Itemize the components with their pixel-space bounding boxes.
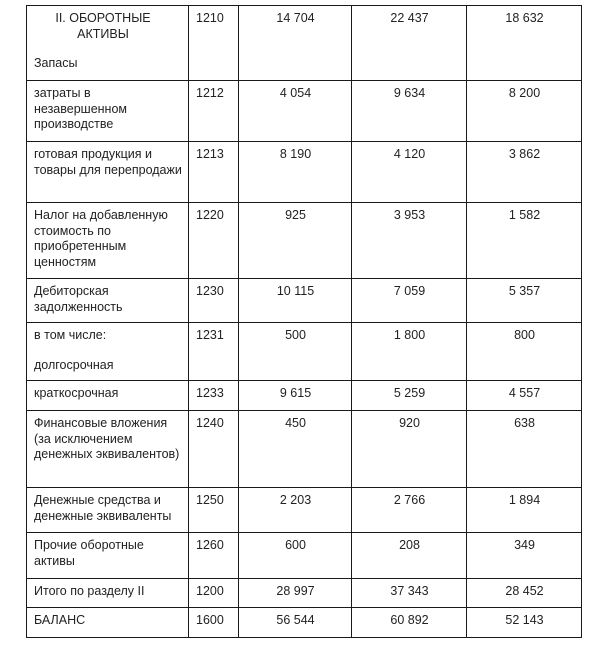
row-value-3: 3 862 bbox=[467, 142, 582, 203]
table-row bbox=[27, 279, 582, 323]
row-value-1: 450 bbox=[239, 411, 352, 488]
row-value-2: 60 892 bbox=[352, 608, 467, 638]
row-value-1: 925 bbox=[239, 203, 352, 279]
section-title: II. ОБОРОТНЫЕ АКТИВЫ bbox=[55, 11, 151, 41]
row-code: 1213 bbox=[189, 142, 239, 203]
table-row bbox=[27, 411, 582, 488]
row-code: 1210 bbox=[189, 6, 239, 81]
table-row-inventory bbox=[27, 6, 582, 81]
table-row-subtotal bbox=[27, 579, 582, 608]
row-code: 1250 bbox=[189, 488, 239, 533]
row-label: затраты в незавершенном производстве bbox=[27, 81, 189, 142]
row-value-1: 56 544 bbox=[239, 608, 352, 638]
row-code: 1231 bbox=[189, 323, 239, 381]
row-value-1: 4 054 bbox=[239, 81, 352, 142]
row-value-1: 600 bbox=[239, 533, 352, 579]
row-value-2: 3 953 bbox=[352, 203, 467, 279]
row-value-1: 28 997 bbox=[239, 579, 352, 608]
table-row bbox=[27, 323, 582, 381]
row-value-2: 4 120 bbox=[352, 142, 467, 203]
row-label: Прочие оборотные активы bbox=[27, 533, 189, 579]
row-value-3: 800 bbox=[467, 323, 582, 381]
table-row-balance bbox=[27, 608, 582, 638]
row-value-2: 208 bbox=[352, 533, 467, 579]
row-label: Финансовые вложения (за исключением денежных эквивалентов) bbox=[27, 411, 189, 488]
row-value-1: 10 115 bbox=[239, 279, 352, 323]
balance-table bbox=[26, 5, 582, 638]
row-label: Запасы bbox=[34, 56, 78, 70]
row-value-3: 1 894 bbox=[467, 488, 582, 533]
table-row bbox=[27, 533, 582, 579]
row-value-3: 638 bbox=[467, 411, 582, 488]
row-value-3: 349 bbox=[467, 533, 582, 579]
row-value-2: 22 437 bbox=[352, 6, 467, 81]
row-value-1: 9 615 bbox=[239, 381, 352, 411]
row-value-1: 500 bbox=[239, 323, 352, 381]
row-code: 1200 bbox=[189, 579, 239, 608]
including-label: в том числе: bbox=[34, 328, 107, 342]
row-code: 1220 bbox=[189, 203, 239, 279]
row-value-1: 8 190 bbox=[239, 142, 352, 203]
row-value-2: 9 634 bbox=[352, 81, 467, 142]
row-label: Дебиторская задолженность bbox=[27, 279, 189, 323]
row-code: 1260 bbox=[189, 533, 239, 579]
row-value-2: 2 766 bbox=[352, 488, 467, 533]
row-value-2: 37 343 bbox=[352, 579, 467, 608]
row-label: Налог на добавленную стоимость по приобретенным ценностям bbox=[27, 203, 189, 279]
row-label: готовая продукция и товары для перепродажи bbox=[27, 142, 189, 203]
row-label: долгосрочная bbox=[34, 357, 114, 372]
row-value-3: 52 143 bbox=[467, 608, 582, 638]
row-code: 1212 bbox=[189, 81, 239, 142]
row-label: Денежные средства и денежные эквиваленты bbox=[27, 488, 189, 533]
table-row bbox=[27, 203, 582, 279]
row-value-3: 5 357 bbox=[467, 279, 582, 323]
row-code: 1600 bbox=[189, 608, 239, 638]
row-code: 1230 bbox=[189, 279, 239, 323]
table-row bbox=[27, 381, 582, 411]
table-row bbox=[27, 142, 582, 203]
row-value-3: 28 452 bbox=[467, 579, 582, 608]
row-code: 1240 bbox=[189, 411, 239, 488]
row-value-2: 1 800 bbox=[352, 323, 467, 381]
table-row bbox=[27, 81, 582, 142]
row-value-2: 5 259 bbox=[352, 381, 467, 411]
row-label: Итого по разделу II bbox=[27, 579, 189, 608]
row-label: БАЛАНС bbox=[27, 608, 189, 638]
row-value-3: 8 200 bbox=[467, 81, 582, 142]
row-name-cell bbox=[27, 323, 189, 381]
row-code: 1233 bbox=[189, 381, 239, 411]
row-value-3: 4 557 bbox=[467, 381, 582, 411]
row-value-3: 18 632 bbox=[467, 6, 582, 81]
row-name-cell bbox=[27, 6, 189, 81]
row-label: краткосрочная bbox=[27, 381, 189, 411]
row-value-1: 2 203 bbox=[239, 488, 352, 533]
row-value-2: 920 bbox=[352, 411, 467, 488]
table-row bbox=[27, 488, 582, 533]
row-value-2: 7 059 bbox=[352, 279, 467, 323]
row-value-1: 14 704 bbox=[239, 6, 352, 81]
row-value-3: 1 582 bbox=[467, 203, 582, 279]
